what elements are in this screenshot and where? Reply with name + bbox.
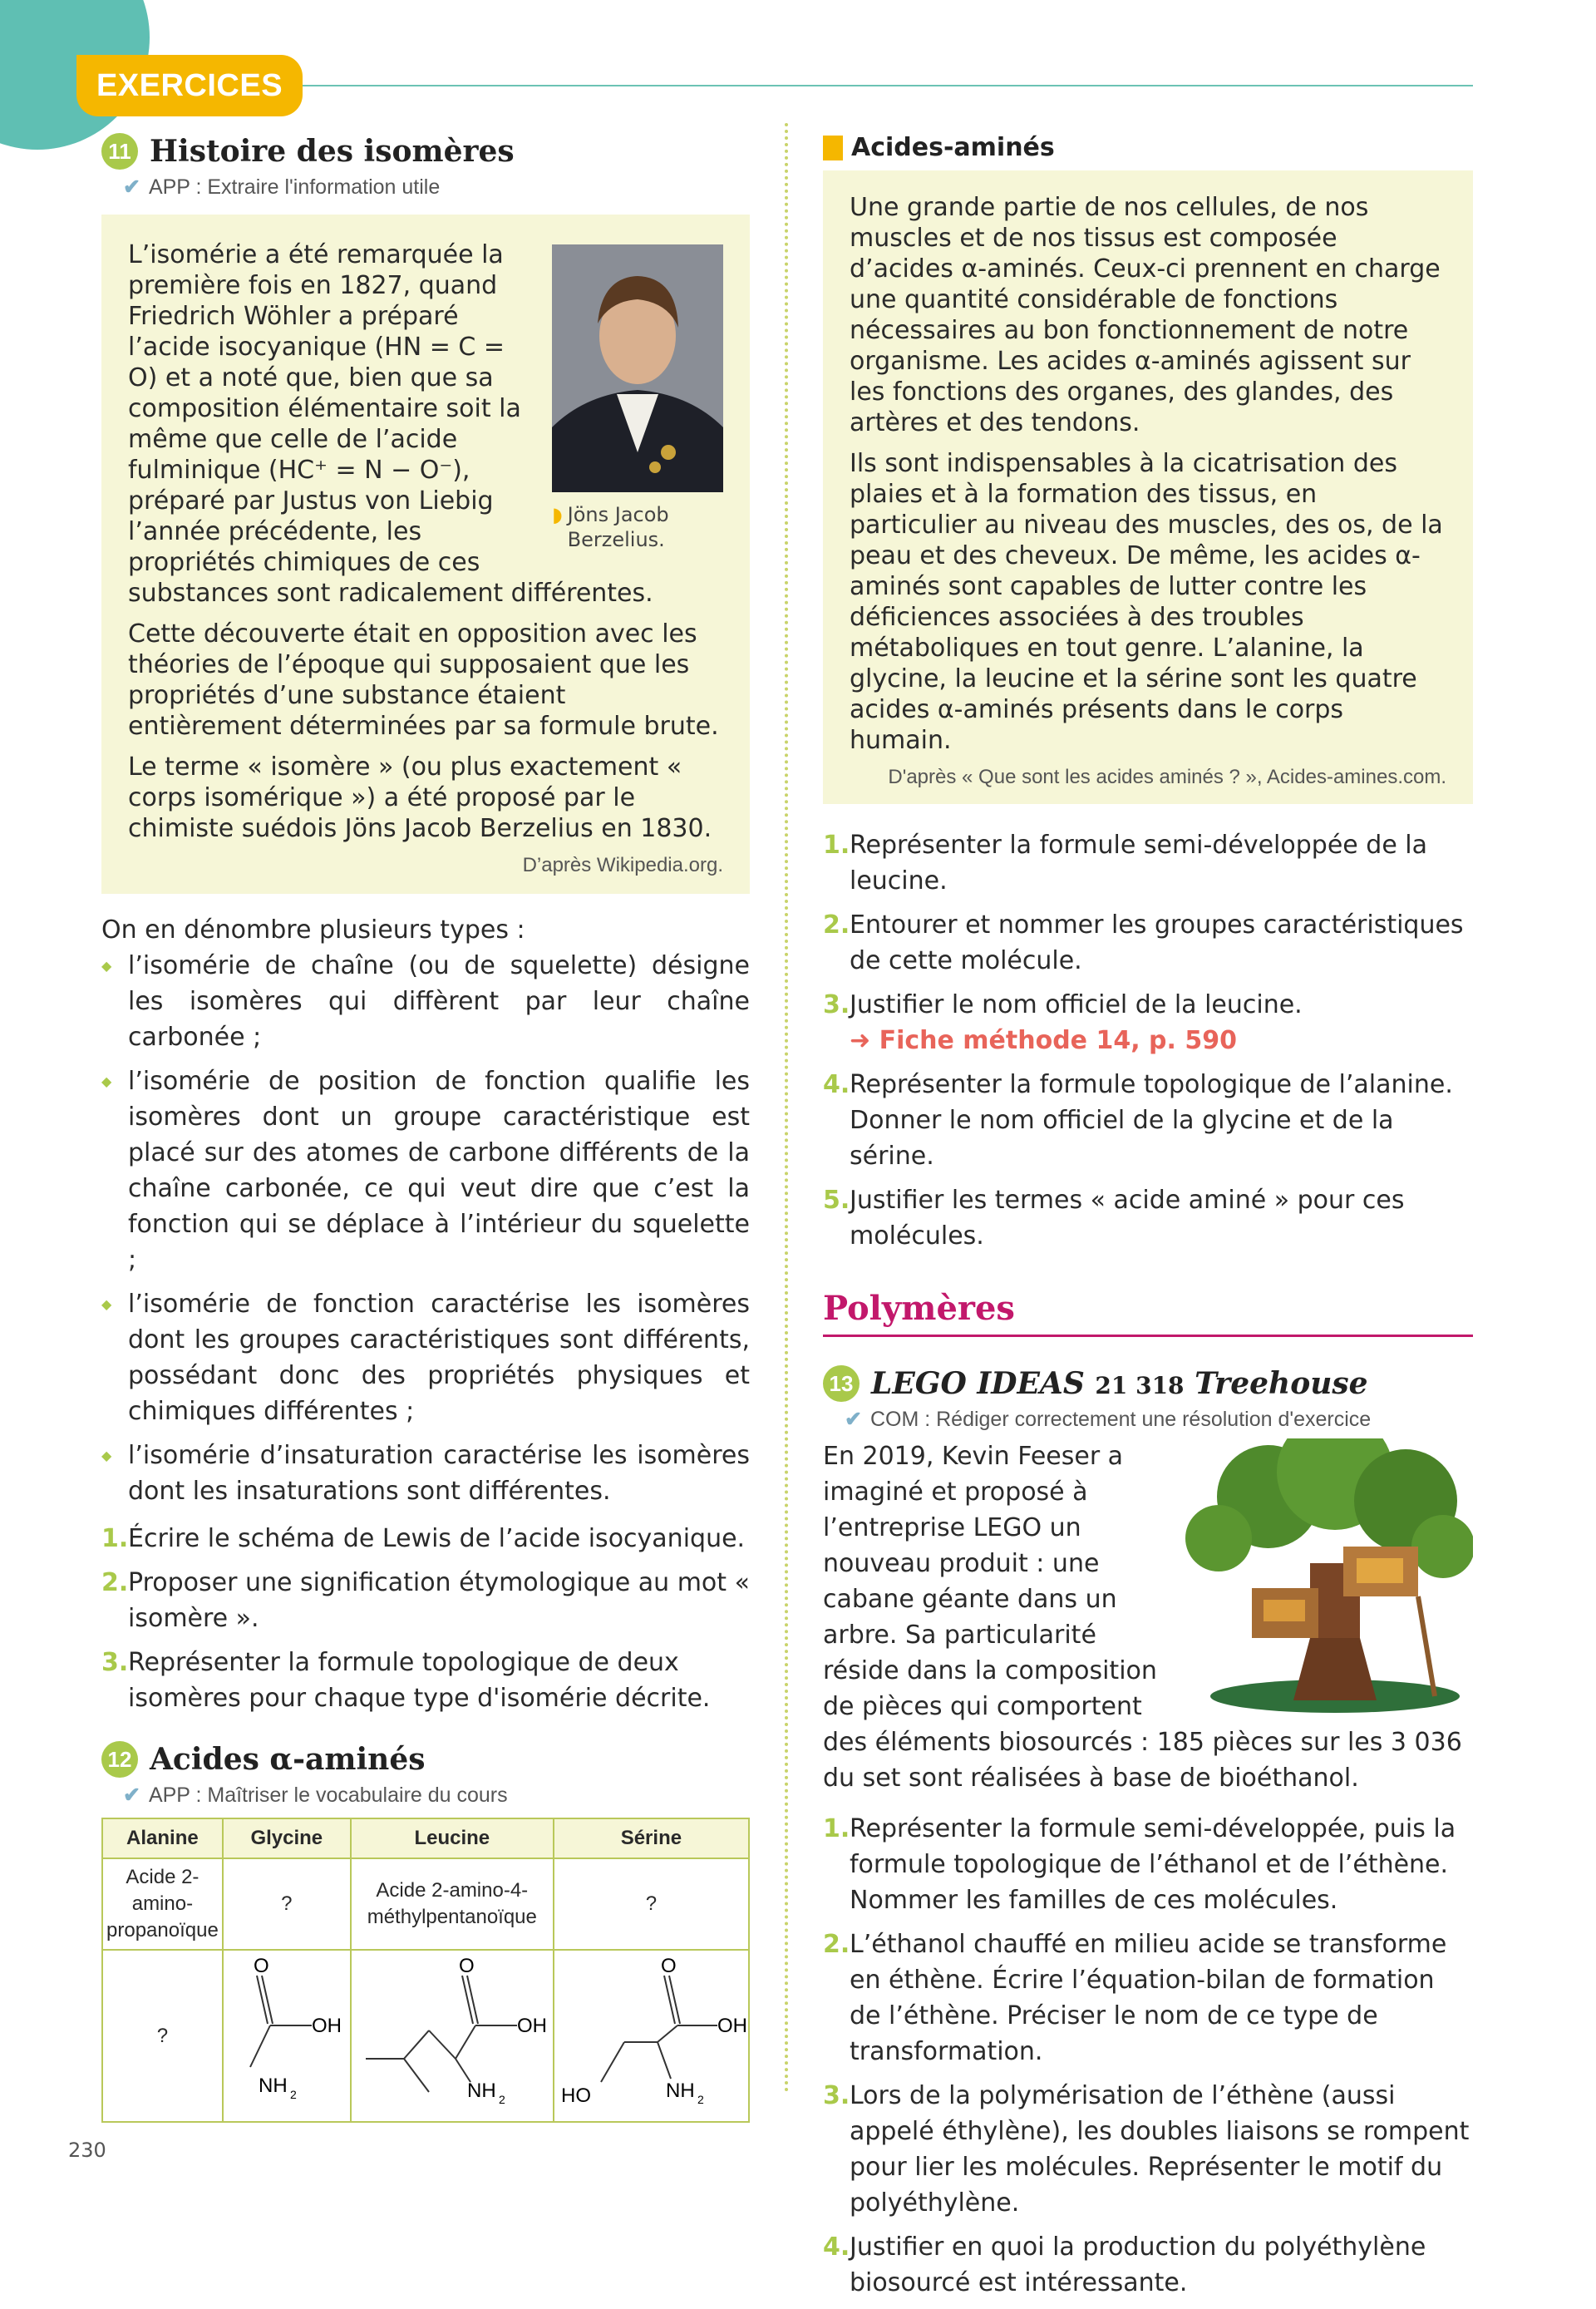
- question-text: Représenter la formule semi-développée de la leucine.: [850, 831, 1428, 895]
- atom-label: OH: [516, 2015, 547, 2037]
- title-part: 21 318: [1095, 1372, 1185, 1399]
- list-item: ◆ l’isomérie de position de fonction qualifie les isomères dont un groupe caractéristique est placé sur des atomes de carbone différents de la chaîne carbonée, ce qui veut dire que c’est la fonction qui se déplace à l’intérieur du squelette ;: [101, 1063, 750, 1278]
- question-number: 1.: [101, 1524, 129, 1553]
- question-item: [823, 1811, 1473, 1918]
- left-column: [101, 133, 750, 2123]
- atom-label: HO: [561, 2085, 592, 2107]
- atom-label: OH: [717, 2015, 748, 2037]
- skill-line: [123, 1783, 750, 1808]
- document-label: [823, 133, 1473, 162]
- skill-line: [123, 175, 750, 200]
- list-item: ◆ l’isomérie de chaîne (ou de squelette) désigne les isomères qui diffèrent par leur chaîne carbonée ;: [101, 948, 750, 1055]
- method-link[interactable]: ➜ Fiche méthode 14, p. 590: [850, 1026, 1237, 1055]
- isomer-types-list: [101, 948, 750, 1509]
- label-square-icon: [823, 136, 843, 160]
- serine-formula-cell: [554, 1950, 749, 2122]
- document-paragraph: L’isomérie a été remarquée la première fois en 1827, quand Friedrich Wöhler a préparé l’acide isocyanique (HN = C = O) et a noté que, bien que sa composition élémentaire soit la même que celle de l’acide fulminique (HC⁺ = N − O⁻), préparé par Justus von Liebig l’année précédente, les propriétés chimiques de ces substances sont radicalement différentes.: [128, 240, 653, 608]
- document-source: D’après Wikipedia.org.: [522, 854, 723, 876]
- atom-subscript: 2: [289, 2088, 297, 2101]
- table-header: Alanine: [102, 1818, 223, 1858]
- leucine-formula-cell: [351, 1950, 554, 2122]
- list-item: ◆ l’isomérie d’insaturation caractérise les isomères dont les insaturations sont différentes.: [101, 1438, 750, 1509]
- question-item: [101, 1521, 750, 1557]
- question-text: Représenter la formule topologique de l’alanine. Donner le nom officiel de la glycine et de la sérine.: [850, 1070, 1453, 1171]
- exercises-badge: EXERCICES: [76, 55, 303, 116]
- atom-subscript: 2: [498, 2093, 505, 2106]
- document-paragraph: Cette découverte était en opposition avec les théories de l’époque qui supposaient que les propriétés d’une substance étaient entièrement déterminées par sa formule brute.: [128, 619, 719, 741]
- question-number: 4.: [823, 2233, 850, 2262]
- question-number: 3.: [823, 990, 850, 1019]
- right-column: [823, 133, 1473, 2309]
- caption-marker-icon: ◗: [552, 503, 563, 526]
- question-number: 1.: [823, 1814, 850, 1843]
- exercise-13-questions: [823, 1811, 1473, 2301]
- question-number: 5.: [823, 1186, 850, 1215]
- treehouse-image: [1169, 1438, 1473, 1713]
- title-part: Treehouse: [1195, 1366, 1368, 1401]
- check-icon: ✔: [123, 175, 140, 199]
- question-text: Justifier en quoi la production du polyéthylène biosourcé est intéressante.: [850, 2233, 1426, 2297]
- skill-text: COM : Rédiger correctement une résolution d'exercice: [869, 1408, 1372, 1431]
- question-text: Entourer et nommer les groupes caractéristiques de cette molécule.: [850, 910, 1464, 975]
- question-text: Justifier le nom officiel de la leucine.: [850, 990, 1303, 1019]
- atom-subscript: 2: [697, 2093, 705, 2106]
- question-item: [823, 2229, 1473, 2301]
- caption-text: Jöns Jacob Berzelius.: [567, 503, 669, 551]
- question-body: [850, 987, 1303, 1058]
- table-cell: ?: [102, 1950, 223, 2122]
- table-cell: Acide 2-amino-propanoïque: [102, 1858, 223, 1950]
- question-number: 4.: [823, 1070, 850, 1099]
- exercise-number-badge: 12: [101, 1741, 138, 1778]
- check-icon: ✔: [123, 1784, 140, 1807]
- question-number: 2.: [823, 910, 850, 940]
- exercise-12-heading: [101, 1741, 750, 1778]
- question-number: 2.: [101, 1568, 129, 1597]
- page-number: 230: [68, 2139, 106, 2162]
- document-paragraph: Le terme « isomère » (ou plus exactement « corps isomérique ») a été proposé par le chimiste suédois Jöns Jacob Berzelius en 1830.: [128, 752, 712, 843]
- table-header: Sérine: [554, 1818, 749, 1858]
- question-item: [101, 1565, 750, 1636]
- question-item: [823, 1067, 1473, 1174]
- question-number: 3.: [101, 1648, 129, 1677]
- leucine-formula: [354, 1951, 550, 2114]
- exercise-title: [871, 1366, 1368, 1401]
- question-item: [823, 987, 1473, 1058]
- document-box: [823, 170, 1473, 804]
- atom-label: O: [458, 1955, 475, 1977]
- question-item: [823, 1182, 1473, 1254]
- question-text: Proposer une signification étymologique au mot « isomère ».: [128, 1568, 750, 1633]
- atom-label: OH: [311, 2015, 342, 2037]
- column-divider: [785, 123, 788, 2094]
- skill-text: APP : Extraire l'information utile: [148, 175, 441, 199]
- glycine-formula-cell: [223, 1950, 351, 2122]
- question-item: [823, 2078, 1473, 2221]
- atom-label: NH: [666, 2080, 696, 2102]
- atom-label: O: [661, 1955, 677, 1977]
- header-rule: [303, 85, 1473, 86]
- question-text: Justifier les termes « acide aminé » pour ces molécules.: [850, 1186, 1405, 1251]
- table-cell: ?: [554, 1858, 749, 1950]
- question-number: 2.: [823, 1930, 850, 1959]
- table-header: Glycine: [223, 1818, 351, 1858]
- section-title: Polymères: [823, 1289, 1473, 1337]
- exercise-11-heading: [101, 133, 750, 170]
- document-source: D'après « Que sont les acides aminés ? », Acides-amines.com.: [888, 766, 1446, 788]
- question-text: Représenter la formule semi-développée, puis la formule topologique de l’éthanol et de l’éthène. Nommer les familles de ces molécules.: [850, 1814, 1456, 1915]
- exercise-12-questions: [823, 827, 1473, 1254]
- question-text: Écrire le schéma de Lewis de l’acide isocyanique.: [128, 1524, 746, 1553]
- portrait-figure: [552, 244, 723, 552]
- table-cell: Acide 2-amino-4-méthylpentanoïque: [351, 1858, 554, 1950]
- question-item: [823, 1927, 1473, 2070]
- lego-intro-block: [823, 1438, 1473, 1796]
- portrait-caption: [552, 502, 723, 552]
- exercise-title: Acides α-aminés: [150, 1742, 426, 1777]
- question-number: 3.: [823, 2081, 850, 2110]
- portrait-image: [552, 244, 723, 492]
- exercise-11-questions: [101, 1521, 750, 1716]
- exercise-title: Histoire des isomères: [150, 134, 515, 169]
- amino-acid-table: [101, 1818, 750, 2123]
- serine-formula: [554, 1951, 747, 2114]
- document-label-text: Acides-aminés: [851, 133, 1055, 162]
- atom-label: O: [253, 1955, 269, 1977]
- check-icon: ✔: [845, 1408, 862, 1431]
- atom-label: NH: [466, 2080, 496, 2102]
- document-box: [101, 215, 750, 894]
- table-header: Leucine: [351, 1818, 554, 1858]
- table-cell: ?: [223, 1858, 351, 1950]
- question-text: Lors de la polymérisation de l’éthène (aussi appelé éthylène), les doubles liaisons se rompent pour lier les molécules. Représenter le motif du polyéthylène.: [850, 2081, 1470, 2218]
- skill-text: APP : Maîtriser le vocabulaire du cours: [148, 1784, 508, 1807]
- question-item: [823, 827, 1473, 899]
- document-paragraph: Une grande partie de nos cellules, de nos muscles et de nos tissus est composée d’acides α-aminés. Ceux-ci prennent en charge une quantité considérable de fonctions nécessaires au bon fonctionnement de notre organisme. Les acides α-aminés agissent sur les fonctions des organes, des glandes, des artères et des tendons.: [850, 193, 1441, 437]
- question-text: Représenter la formule topologique de deux isomères pour chaque type d'isomérie décrite.: [128, 1648, 711, 1713]
- list-item: ◆ l’isomérie de fonction caractérise les isomères dont les groupes caractéristiques sont différents, possédant donc des propriétés physiques et chimiques différentes ;: [101, 1286, 750, 1429]
- exercise-number-badge: 13: [823, 1365, 860, 1402]
- title-part: LEGO IDEAS: [871, 1366, 1085, 1401]
- exercise-13-heading: [823, 1365, 1473, 1402]
- atom-label: NH: [258, 2075, 288, 2097]
- question-number: 1.: [823, 831, 850, 860]
- question-item: [101, 1645, 750, 1716]
- exercise-number-badge: 11: [101, 133, 138, 170]
- document-paragraph: Ils sont indispensables à la cicatrisation des plaies et à la formation des tissus, en particulier au niveau des muscles, des os, de la peau et des cheveux. De même, les acides α-aminés sont capables de lutter contre les déficiences associées à des troubles métaboliques en tout genre. L’alanine, la glycine, la leucine et la sérine sont les quatre acides α-aminés présents dans le corps humain.: [850, 449, 1443, 755]
- lego-intro-text: En 2019, Kevin Feeser a imaginé et proposé à l’entreprise LEGO un nouveau produit : une cabane géante dans un arbre. Sa particularité réside dans la composition de pièces qui comportent des éléments biosourcés : 185 pièces sur les 3 036 du set sont réalisées à base de bioéthanol.: [823, 1442, 1462, 1793]
- question-item: [823, 907, 1473, 979]
- glycine-formula: [225, 1951, 348, 2114]
- skill-line: [845, 1407, 1473, 1432]
- types-intro: On en dénombre plusieurs types :: [101, 915, 525, 945]
- question-text: L’éthanol chauffé en milieu acide se transforme en éthène. Écrire l’équation-bilan de formation de l’éthène. Préciser le nom de ce type de transformation.: [850, 1930, 1447, 2066]
